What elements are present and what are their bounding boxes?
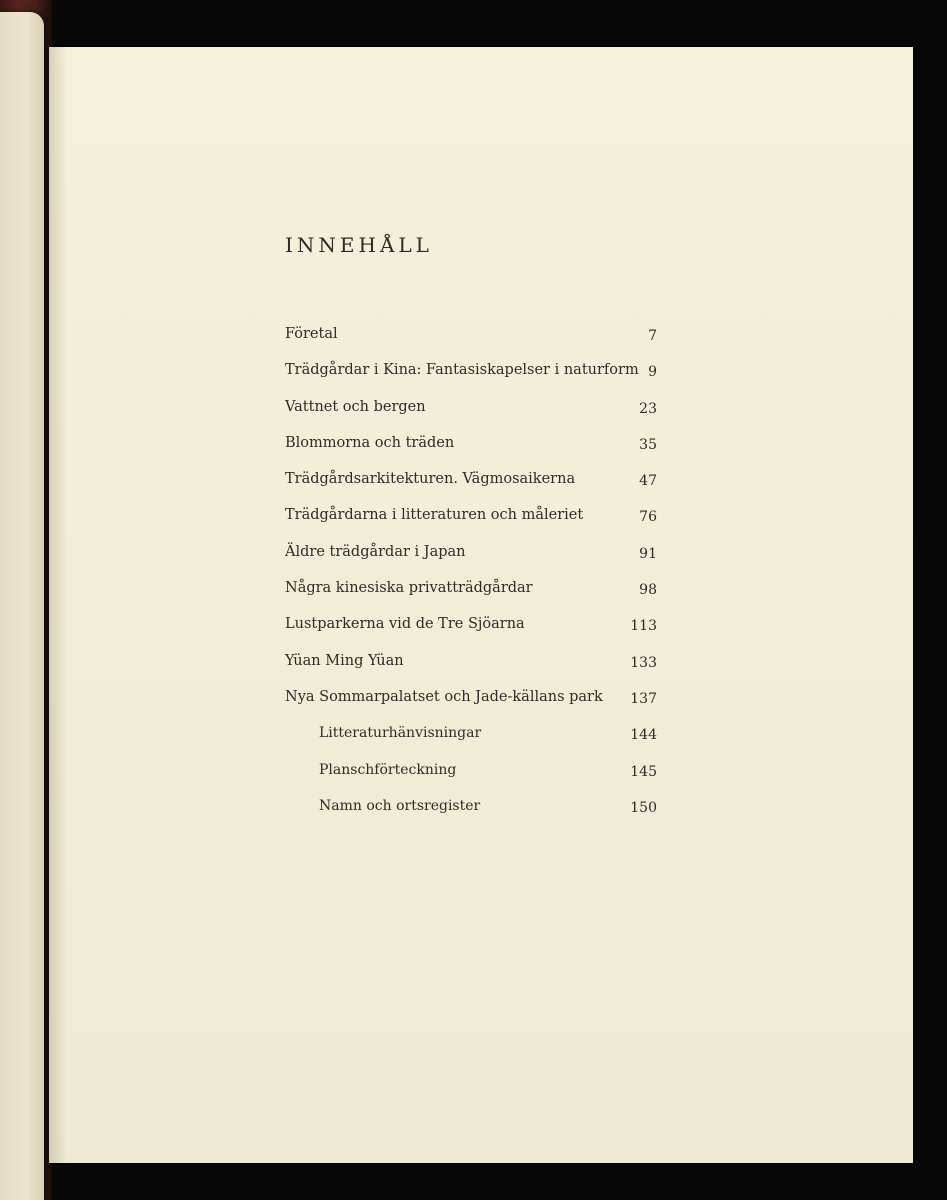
toc-entry-page: 113 — [630, 618, 657, 635]
toc-subentry — [285, 718, 657, 754]
toc-entry-page: 98 — [639, 582, 657, 599]
toc-entry-title: Yüan Ming Yüan — [285, 652, 404, 669]
toc-entry-page: 76 — [639, 509, 657, 526]
toc-entry — [285, 573, 657, 609]
toc-entry-page: 133 — [630, 654, 657, 671]
toc-subentry — [285, 755, 657, 791]
page-title: INNEHÅLL — [285, 233, 433, 257]
toc-entry-title: Vattnet och bergen — [285, 398, 426, 415]
toc-entry-title: Trädgårdsarkitekturen. Vägmosaikerna — [285, 471, 576, 488]
toc-entry-title: Några kinesiska privatträdgårdar — [285, 580, 533, 597]
toc-entry — [285, 500, 657, 536]
toc-entry-title: Trädgårdar i Kina: Fantasiskapelser i naturform — [285, 362, 639, 379]
toc-entry — [285, 682, 657, 718]
contents-page — [49, 47, 913, 1163]
toc-entry-title: Blommorna och träden — [285, 434, 455, 451]
toc-entry-title: Planschförteckning — [319, 761, 457, 778]
toc-entry-title: Litteraturhänvisningar — [319, 725, 482, 742]
toc-entry — [285, 537, 657, 573]
toc-entry-page: 9 — [648, 364, 657, 381]
toc-entry — [285, 464, 657, 500]
toc-entry — [285, 609, 657, 645]
toc-entry-title: Lustparkerna vid de Tre Sjöarna — [285, 616, 525, 633]
table-of-contents — [285, 319, 657, 827]
toc-entry-title: Nya Sommarpalatset och Jade-källans park — [285, 688, 603, 705]
toc-entry-page: 47 — [639, 473, 657, 490]
toc-entry-title: Namn och ortsregister — [319, 797, 481, 814]
toc-entry-title: Äldre trädgårdar i Japan — [285, 543, 466, 560]
toc-entry-page: 150 — [630, 799, 657, 816]
toc-entry — [285, 355, 657, 391]
toc-entry-page: 7 — [648, 328, 657, 344]
toc-entry — [285, 428, 657, 464]
left-page-edge — [0, 12, 44, 1200]
toc-entry — [285, 319, 657, 355]
toc-entry-title: Företal — [285, 326, 338, 342]
toc-entry — [285, 646, 657, 682]
toc-entry — [285, 392, 657, 428]
toc-subentry — [285, 791, 657, 827]
toc-entry-page: 145 — [630, 763, 657, 780]
toc-entry-page: 144 — [630, 727, 657, 744]
toc-entry-title: Trädgårdarna i litteraturen och måleriet — [285, 507, 584, 524]
toc-entry-page: 23 — [639, 400, 657, 417]
toc-entry-page: 35 — [639, 436, 657, 453]
toc-entry-page: 91 — [639, 545, 657, 562]
toc-entry-page: 137 — [630, 690, 657, 707]
